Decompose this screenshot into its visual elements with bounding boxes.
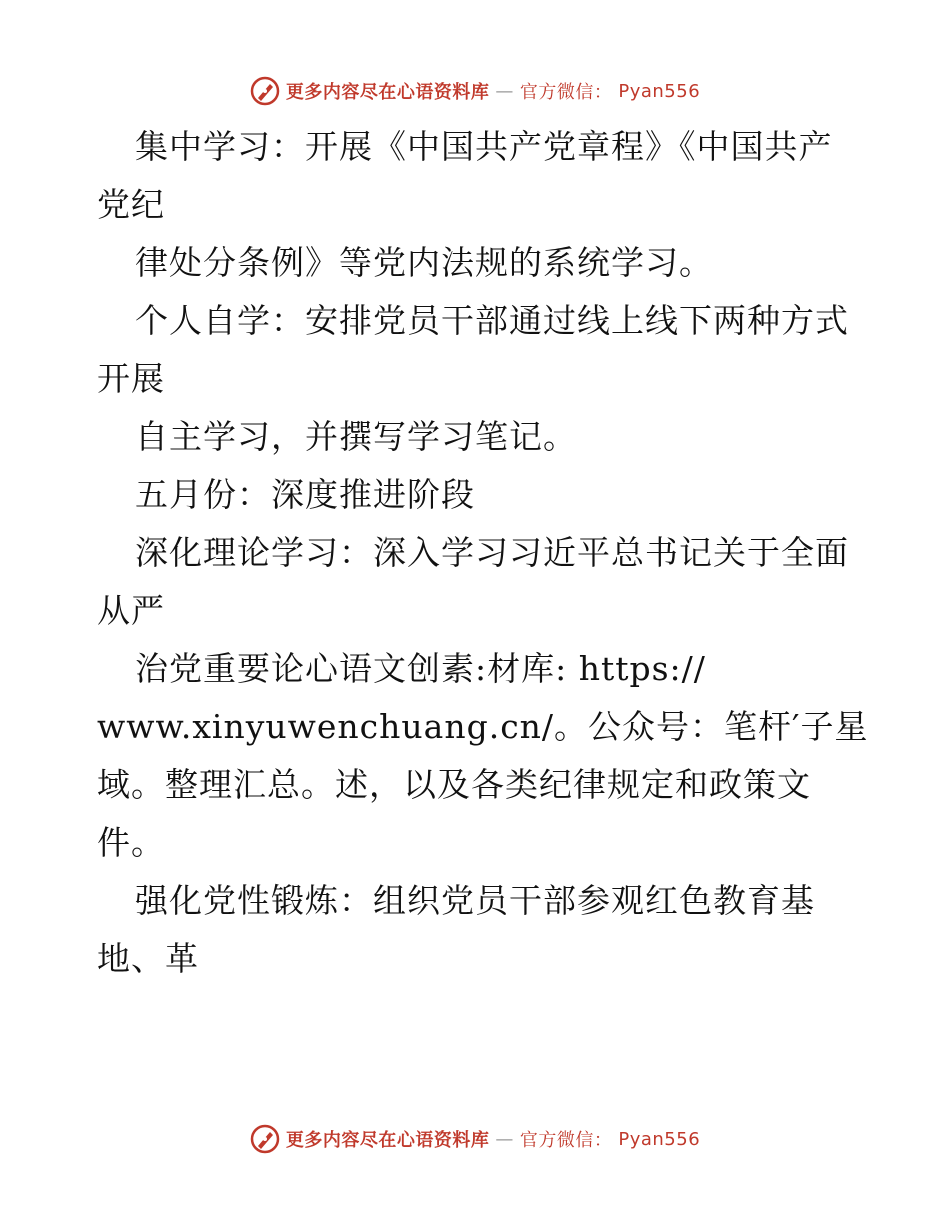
banner-dash: —	[495, 1128, 514, 1150]
text-line: 党纪	[97, 185, 165, 224]
document-body	[97, 118, 869, 988]
banner-wechat-label: 官方微信：	[519, 82, 613, 103]
section-heading: 五月份：深度推进阶段	[135, 475, 475, 514]
banner-wechat-id: Pyan556	[618, 80, 701, 102]
text-line: 深化理论学习：深入学习习近平总书记关于全面	[135, 533, 849, 572]
text-line: 律处分条例》等党内法规的系统学习。	[135, 243, 713, 282]
banner-wechat-label: 官方微信：	[519, 1130, 613, 1151]
text-line: 自主学习，并撰写学习笔记。	[135, 417, 577, 456]
text-line: 从严	[97, 591, 165, 630]
text-line: 治党重要论心语文创素:材库: https://	[135, 649, 706, 688]
banner-dash: —	[495, 80, 514, 102]
text-line: 域。整理汇总。述，以及各类纪律规定和政策文	[97, 765, 811, 804]
text-line: 个人自学：安排党员干部通过线上线下两种方式	[135, 301, 849, 340]
text-line: 地、革	[97, 939, 199, 978]
text-line: 集中学习：开展《中国共产党章程》《中国共产	[135, 127, 833, 166]
text-line: 强化党性锻炼：组织党员干部参观红色教育基	[135, 881, 815, 920]
page-header-banner	[0, 74, 950, 108]
banner-main-text: 更多内容尽在心语资料库	[285, 1130, 490, 1151]
page-footer-banner	[0, 1122, 950, 1156]
banner-wechat-id: Pyan556	[618, 1128, 701, 1150]
text-line: 件。	[97, 823, 165, 862]
text-line: www.xinyuwenchuang.cn/。公众号：笔杆′子星	[97, 707, 869, 746]
pen-logo-icon	[250, 1124, 280, 1154]
banner-main-text: 更多内容尽在心语资料库	[285, 82, 490, 103]
text-line: 开展	[97, 359, 165, 398]
pen-logo-icon	[250, 76, 280, 106]
